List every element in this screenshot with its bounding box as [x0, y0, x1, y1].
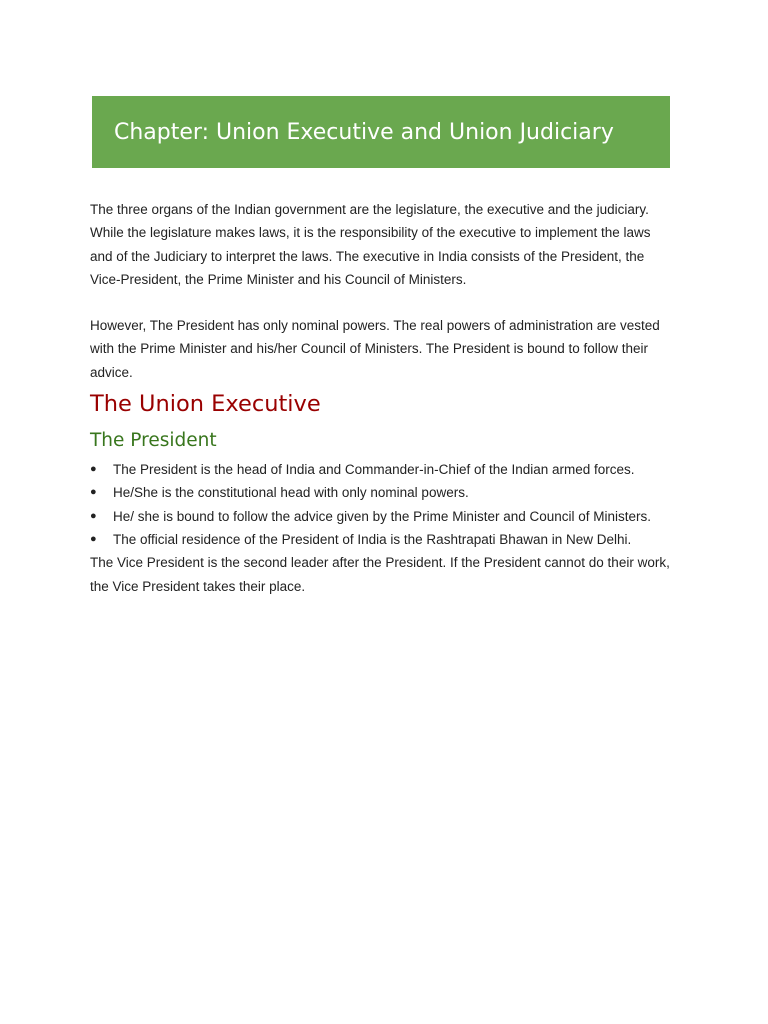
bullet-icon: ● — [90, 532, 97, 545]
list-item-text: He/ she is bound to follow the advice given by the Prime Minister and Council of Ministers. — [113, 508, 652, 524]
intro-paragraph-1: The three organs of the Indian government are the legislature, the executive and the judiciary. While the legislature makes laws, it is the responsibility of the executive to implement the laws and of the Judiciary to interpret the laws. The executive in India consists of the President, the Vice-President, the Prime Minister and his Council of Ministers. — [90, 202, 651, 287]
intro-paragraph-2: However, The President has only nominal powers. The real powers of administration are vested with the Prime Minister and his/her Council of Ministers. The President is bound to follow their advice. — [90, 318, 660, 380]
bullet-icon: ● — [90, 486, 97, 499]
chapter-banner — [92, 96, 670, 168]
list-item — [90, 481, 670, 504]
subsection-heading: The President — [90, 430, 217, 452]
list-item-text: The President is the head of India and Commander-in-Chief of the Indian armed forces. — [113, 462, 635, 478]
president-bullet-list — [90, 458, 670, 551]
list-item — [90, 528, 670, 551]
bullet-icon: ● — [90, 463, 97, 476]
document-body — [90, 198, 670, 598]
chapter-title: Chapter: Union Executive and Union Judiciary — [114, 119, 614, 145]
list-item-text: He/She is the constitutional head with only nominal powers. — [113, 485, 469, 501]
closing-paragraph: The Vice President is the second leader after the President. If the President cannot do their work, the Vice President takes their place. — [90, 555, 670, 594]
bullet-icon: ● — [90, 509, 97, 522]
list-item — [90, 458, 670, 481]
list-item-text: The official residence of the President of India is the Rashtrapati Bhawan in New Delhi. — [113, 531, 632, 547]
section-heading: The Union Executive — [90, 391, 321, 418]
list-item — [90, 505, 670, 528]
